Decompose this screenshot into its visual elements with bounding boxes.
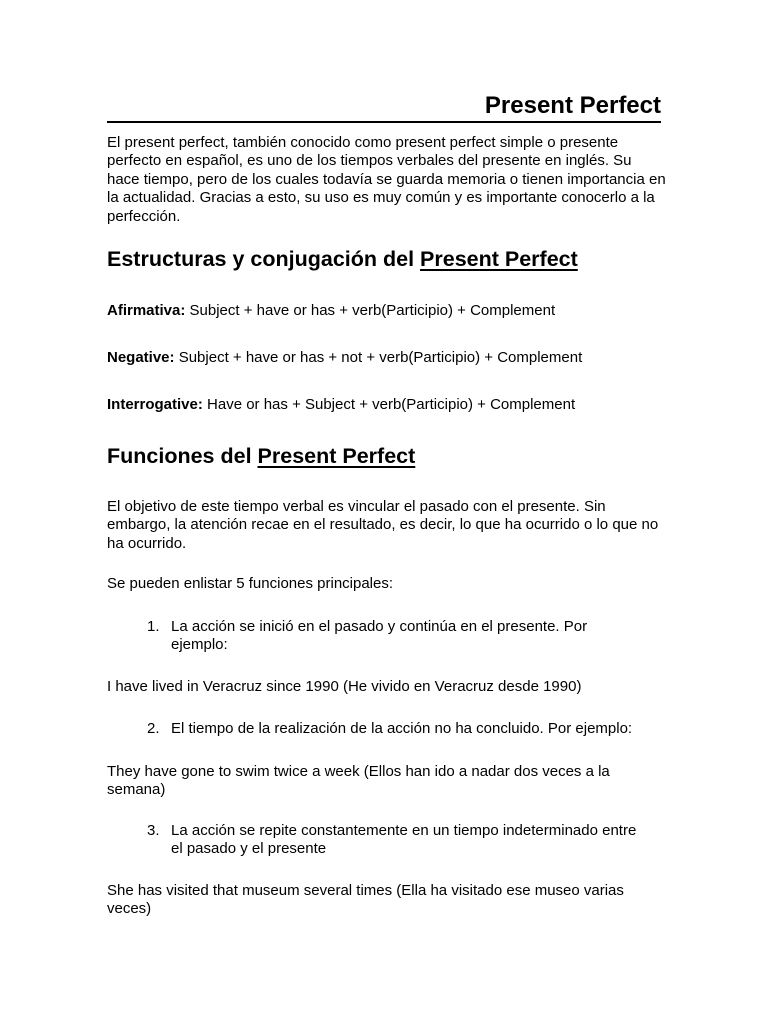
- structure-label: Afirmativa:: [107, 302, 186, 319]
- heading-text: Estructuras y conjugación del: [107, 247, 421, 271]
- structure-interrogative: [107, 396, 575, 414]
- structure-formula: Subject + have or has + not + verb(Participio) + Complement: [174, 349, 583, 366]
- list-number: 1.: [147, 618, 160, 635]
- list-item: [147, 618, 647, 655]
- example-sentence: They have gone to swim twice a week (Ellos han ido a nadar dos veces a la semana): [107, 763, 610, 799]
- example-sentence: I have lived in Veracruz since 1990 (He vivido en Veracruz desde 1990): [107, 678, 582, 695]
- example-sentence: She has visited that museum several times (Ella ha visitado ese museo varias veces): [107, 882, 624, 918]
- list-text: La acción se repite constantemente en un tiempo indeterminado entre el pasado y el presente: [171, 822, 637, 858]
- structure-affirmative: [107, 302, 555, 320]
- page-title: Present Perfect: [484, 92, 661, 119]
- list-text: La acción se inició en el pasado y continúa en el presente. Por ejemplo:: [171, 618, 588, 654]
- objective-paragraph: El objetivo de este tiempo verbal es vincular el pasado con el presente. Sin embargo, la atención recae en el resultado, es decir, lo que ha ocurrido o lo que no ha ocurrido.: [107, 498, 659, 552]
- structure-label: Negative:: [107, 349, 175, 366]
- structure-label: Interrogative:: [107, 396, 203, 413]
- structure-negative: [107, 349, 582, 367]
- list-number: 3.: [147, 822, 160, 839]
- title-bar: [107, 92, 661, 123]
- intro-paragraph: El present perfect, también conocido como present perfect simple o presente perfecto en español, es uno de los tiempos verbales del presente en inglés. Su hace tiempo, pero de los cuales todavía se guarda memoria o tienen importancia en la actualidad. Gracias a esto, su uso es muy común y es importante conocerlo a la perfección.: [107, 134, 666, 225]
- structure-formula: Have or has + Subject + verb(Participio) + Complement: [202, 396, 576, 413]
- list-text: El tiempo de la realización de la acción no ha concluido. Por ejemplo:: [171, 720, 633, 737]
- heading-link[interactable]: Present Perfect: [257, 444, 416, 468]
- list-item: [147, 822, 647, 859]
- section-heading-structures: [107, 246, 578, 272]
- heading-link[interactable]: Present Perfect: [420, 247, 578, 271]
- section-heading-functions: [107, 443, 415, 469]
- list-item: [147, 720, 647, 738]
- enlist-paragraph: Se pueden enlistar 5 funciones principales:: [107, 575, 394, 592]
- heading-text: Funciones del: [107, 444, 258, 468]
- structure-formula: Subject + have or has + verb(Participio) + Complement: [185, 302, 556, 319]
- list-number: 2.: [147, 720, 160, 737]
